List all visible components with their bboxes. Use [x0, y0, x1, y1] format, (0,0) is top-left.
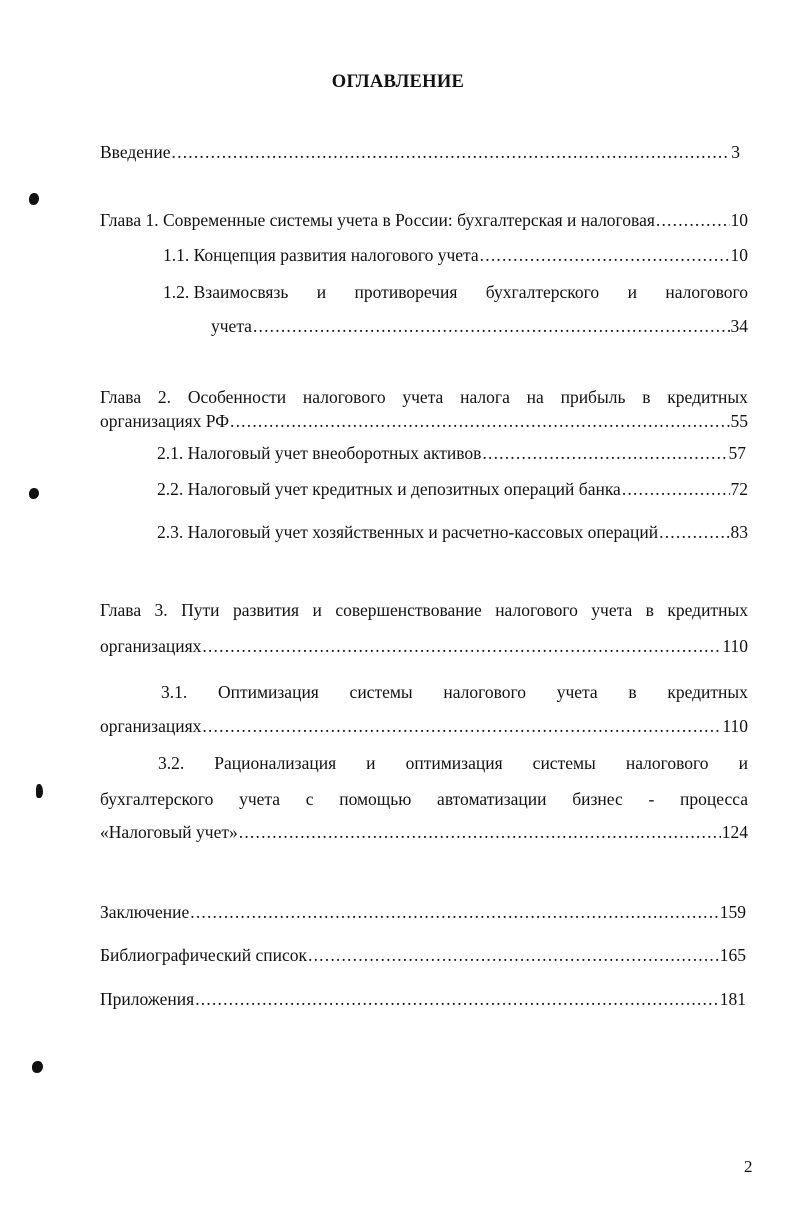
- scan-mark: [32, 1061, 43, 1073]
- toc-word: налогового: [495, 600, 578, 620]
- page-number: 2: [744, 1157, 753, 1176]
- toc-word: бухгалтерского: [100, 789, 214, 809]
- toc-leader: [659, 522, 729, 543]
- toc-word: в: [628, 682, 637, 702]
- toc-word: и: [366, 753, 376, 773]
- toc-word: Пути: [181, 600, 220, 620]
- toc-entry-section-2-2: [157, 479, 748, 500]
- toc-word: налогового: [443, 682, 527, 702]
- toc-word: налогового: [665, 282, 748, 302]
- toc-entry-section-3-1: [161, 682, 748, 703]
- toc-word: учета: [239, 789, 281, 809]
- toc-entry-section-3-1-cont: [100, 716, 748, 737]
- toc-entry-text: Введение: [100, 142, 171, 162]
- toc-entry-section-3-2: [158, 753, 748, 774]
- toc-word: и: [627, 282, 637, 302]
- toc-page-number: 181: [719, 989, 746, 1009]
- toc-page-number: 110: [722, 636, 748, 656]
- toc-entry-section-1-2: [163, 282, 748, 303]
- toc-word: с: [305, 789, 314, 809]
- toc-word: помощью: [339, 789, 412, 809]
- toc-word: налогового: [302, 387, 386, 407]
- toc-page-number: 159: [719, 902, 746, 922]
- toc-page-number: 10: [730, 210, 748, 230]
- toc-page-number: 10: [730, 245, 748, 265]
- toc-entry-text: организациях: [100, 636, 202, 656]
- toc-word: и: [738, 753, 748, 773]
- toc-leader: [622, 479, 730, 500]
- toc-entry-text: 1.1. Концепция развития налогового учета: [163, 245, 479, 265]
- toc-word: и: [312, 600, 322, 620]
- toc-entry-chapter-2: [100, 387, 748, 408]
- toc-word: в: [645, 600, 654, 620]
- toc-entry-chapter-3: [100, 600, 748, 621]
- toc-word: бизнес: [572, 789, 623, 809]
- toc-entry-text: Глава 1. Современные системы учета в России: бухгалтерская и налоговая: [100, 210, 655, 230]
- scan-mark: [29, 193, 39, 205]
- toc-entry-section-2-1: [157, 443, 746, 464]
- scan-mark: [36, 784, 43, 798]
- toc-leader: [308, 945, 719, 966]
- toc-leader: [480, 245, 730, 266]
- toc-page-number: 83: [730, 522, 748, 542]
- toc-entry-intro: [100, 142, 740, 163]
- toc-word: учета: [402, 387, 444, 407]
- toc-entry-section-3-2-cont: [100, 822, 748, 843]
- toc-word: прибыль: [560, 387, 626, 407]
- toc-leader: [202, 636, 721, 657]
- toc-leader: [195, 989, 719, 1010]
- toc-leader: [230, 411, 729, 432]
- toc-leader: [190, 902, 719, 923]
- toc-entry-chapter-1: [100, 210, 748, 231]
- toc-word: кредитных: [667, 387, 748, 407]
- toc-leader: [482, 443, 727, 464]
- toc-page-number: 55: [730, 411, 748, 431]
- toc-word: автоматизации: [437, 789, 547, 809]
- toc-entry-text: организациях РФ: [100, 411, 230, 431]
- toc-entry-section-1-1: [163, 245, 748, 266]
- toc-leader: [253, 316, 730, 337]
- toc-entry-conclusion: [100, 902, 746, 923]
- toc-entry-section-3-2-line2: [100, 789, 748, 810]
- toc-word: кредитных: [667, 682, 748, 702]
- toc-leader: [656, 210, 730, 231]
- toc-page-number: 72: [730, 479, 748, 499]
- toc-word: Рационализация: [214, 753, 337, 773]
- toc-entry-text: учета: [211, 316, 252, 336]
- toc-leader: [172, 142, 731, 163]
- toc-word: противоречия: [354, 282, 458, 302]
- toc-entry-appendix: [100, 989, 746, 1010]
- toc-word: 2.: [157, 387, 172, 407]
- toc-entry-text: Библиографический список: [100, 945, 308, 965]
- toc-word: 3.1.: [161, 682, 188, 702]
- toc-word: в: [642, 387, 651, 407]
- toc-leader: [239, 822, 721, 843]
- toc-word: 1.2. Взаимосвязь: [163, 282, 289, 302]
- toc-entry-chapter-2-cont: [100, 411, 748, 432]
- toc-entry-section-1-2-cont: [211, 316, 748, 337]
- toc-entry-text: 2.3. Налоговый учет хозяйственных и расчетно-кассовых операций: [157, 522, 659, 542]
- toc-word: Глава: [100, 387, 142, 407]
- page-title: ОГЛАВЛЕНИЕ: [331, 72, 465, 92]
- toc-page-number: 124: [721, 822, 748, 842]
- toc-word: Оптимизация: [217, 682, 319, 702]
- toc-word: налогового: [625, 753, 709, 773]
- toc-entry-bibliography: [100, 945, 746, 966]
- toc-page-number: 57: [728, 443, 746, 463]
- toc-entry-chapter-3-cont: [100, 636, 748, 657]
- toc-word: учета: [556, 682, 598, 702]
- toc-word: системы: [349, 682, 413, 702]
- toc-entry-text: 2.2. Налоговый учет кредитных и депозитных операций банка: [157, 479, 621, 499]
- toc-word: совершенствование: [335, 600, 482, 620]
- toc-entry-text: «Налоговый учет»: [100, 822, 238, 842]
- toc-page-number: 3: [731, 142, 740, 162]
- toc-word: налога: [460, 387, 510, 407]
- scan-mark: [29, 488, 39, 499]
- toc-word: оптимизация: [405, 753, 503, 773]
- toc-entry-section-2-3: [157, 522, 748, 543]
- toc-word: на: [526, 387, 544, 407]
- toc-word: и: [316, 282, 327, 302]
- toc-page-number: 165: [719, 945, 746, 965]
- toc-word: системы: [532, 753, 596, 773]
- toc-word: Глава: [100, 600, 142, 620]
- toc-entry-text: Приложения: [100, 989, 195, 1009]
- toc-entry-text: организациях: [100, 716, 202, 736]
- toc-page-number: 34: [730, 316, 748, 336]
- toc-word: 3.2.: [158, 753, 185, 773]
- toc-word: 3.: [154, 600, 168, 620]
- toc-leader: [202, 716, 721, 737]
- toc-word: учета: [591, 600, 633, 620]
- toc-page-number: 110: [722, 716, 748, 736]
- toc-word: бухгалтерского: [485, 282, 600, 302]
- toc-entry-text: Заключение: [100, 902, 190, 922]
- toc-word: развития: [232, 600, 300, 620]
- toc-word: -: [648, 789, 655, 809]
- toc-word: процесса: [680, 789, 748, 809]
- toc-word: Особенности: [187, 387, 287, 407]
- toc-word: кредитных: [667, 600, 748, 620]
- toc-entry-text: 2.1. Налоговый учет внеоборотных активов: [157, 443, 482, 463]
